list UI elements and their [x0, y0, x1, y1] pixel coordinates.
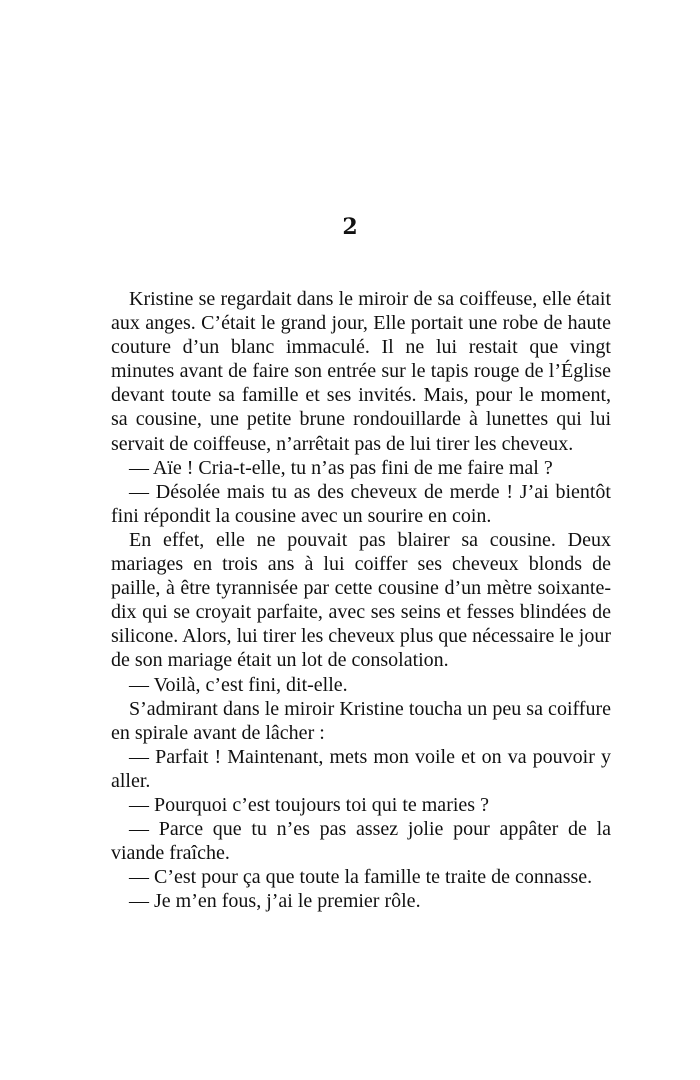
dialogue-line: — Parce que tu n’es pas assez jolie pour appâter de la viande fraîche.	[111, 818, 611, 865]
paragraph: Kristine se regardait dans le miroir de sa coiffeuse, elle était aux anges. C’était le grand jour, Elle portait une robe de haute couture d’un blanc immaculé. Il ne lui restait que vingt minutes avant de faire son entrée sur le tapis rouge de l’Église devant toute sa famille et ses invités. Mais, pour le moment, sa cousine, une petite brune rondouillarde à lunettes qui lui servait de coiffeuse, n’arrêtait pas de lui tirer les cheveux.	[111, 288, 611, 455]
chapter-number: 2	[342, 214, 358, 240]
dialogue-line: — Désolée mais tu as des cheveux de merde ! J’ai bientôt fini répondit la cousine avec un sourire en coin.	[111, 480, 611, 527]
dialogue-line: — Aïe ! Cria-t-elle, tu n’as pas fini de me faire mal ?	[129, 456, 553, 479]
dialogue-line: — Parfait ! Maintenant, mets mon voile et on va pouvoir y aller.	[111, 745, 611, 792]
chapter-body	[111, 287, 611, 913]
paragraph: S’admirant dans le miroir Kristine toucha un peu sa coiffure en spirale avant de lâcher :	[111, 697, 611, 744]
paragraph: En effet, elle ne pouvait pas blairer sa cousine. Deux mariages en trois ans à lui coiffer ses cheveux blonds de paille, à être tyrannisée par cette cousine d’un mètre soixante-dix qui se croyait parfaite, avec ses seins et fesses blindées de silicone. Alors, lui tirer les cheveux plus que nécessaire le jour de son mariage était un lot de consolation.	[111, 528, 611, 672]
dialogue-line: — C’est pour ça que toute la famille te traite de connasse.	[129, 866, 593, 889]
dialogue-line: — Voilà, c’est fini, dit-elle.	[129, 673, 348, 696]
dialogue-line: — Pourquoi c’est toujours toi qui te maries ?	[129, 793, 489, 816]
dialogue-line: — Je m’en fous, j’ai le premier rôle.	[129, 890, 421, 913]
